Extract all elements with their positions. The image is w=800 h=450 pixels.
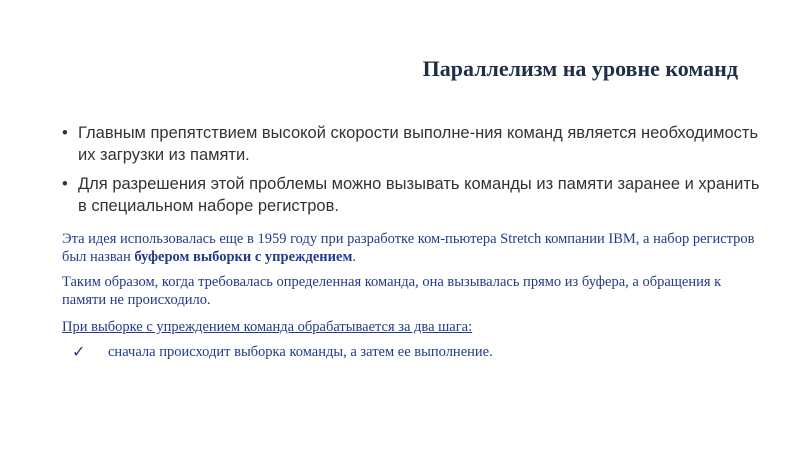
prefetch-buffer-term: буфером выборки с упреждением xyxy=(134,249,353,265)
two-steps-heading: При выборке с упреждением команда обрабатывается за два шага: xyxy=(62,319,473,335)
bullet-marker: • xyxy=(62,124,68,142)
bullet-text: Главным препятствием высокой скорости выполне-ния команд является необходимость их загрузки из памяти. xyxy=(78,124,759,164)
history-text-end: . xyxy=(352,249,356,265)
bullet-text: Для разрешения этой проблемы можно вызывать команды из памяти заранее и хранить в специальном наборе регистров. xyxy=(78,175,760,215)
check-item-text: сначала происходит выборка команды, а затем ее выполнение. xyxy=(108,344,493,360)
bullet-list xyxy=(62,122,762,224)
history-paragraph xyxy=(62,230,762,266)
history-text: Эта идея использовалась еще в 1959 году при разработке ком-пьютера Stretch компании IBM, а набор регистров был назван xyxy=(62,231,755,265)
slide-title: Параллелизм на уровне команд xyxy=(422,56,738,81)
bullet-item xyxy=(62,122,762,166)
checkmark-icon: ✓ xyxy=(72,342,86,361)
buffer-usage-paragraph: Таким образом, когда требовалась определенная команда, она вызывалась прямо из буфера, а обращения к памяти не происходило. xyxy=(62,274,722,308)
bullet-marker: • xyxy=(62,175,68,193)
bullet-item xyxy=(62,173,762,217)
